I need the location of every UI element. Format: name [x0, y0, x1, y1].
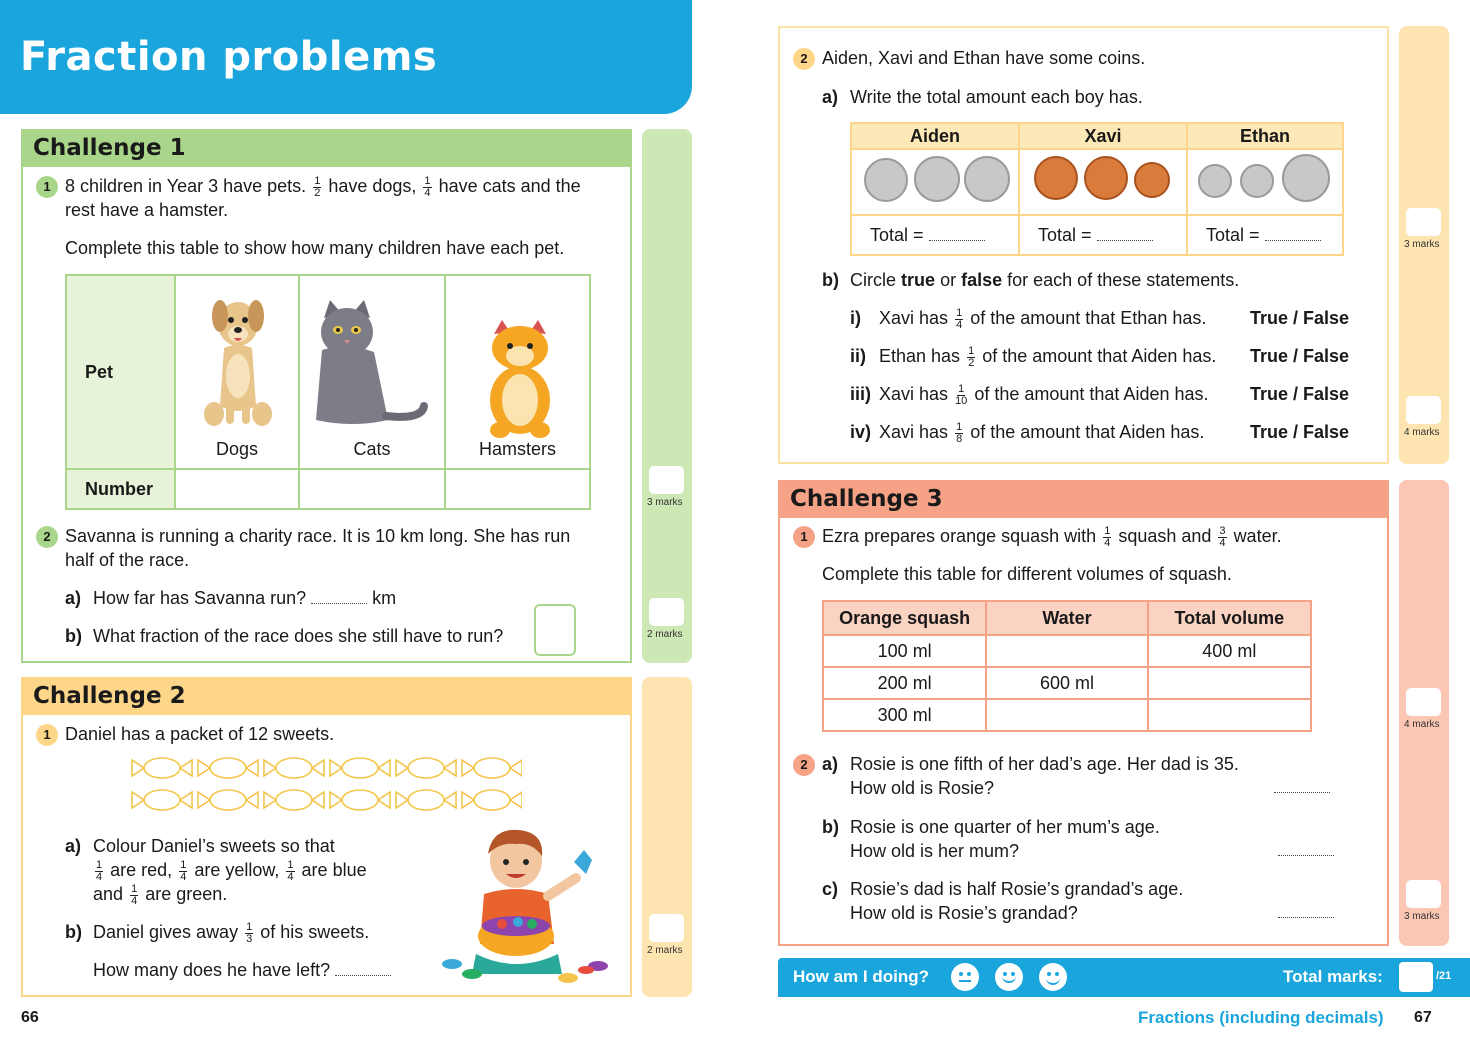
- c1-q1-line2: rest have a hamster.: [65, 200, 229, 220]
- statement-post: of the amount that Aiden has.: [982, 346, 1217, 366]
- statement-label: i): [850, 308, 861, 328]
- coin-2p-icon: [1084, 156, 1128, 200]
- c3-c-label: c): [822, 879, 839, 899]
- true-false-option[interactable]: True / False: [1250, 422, 1350, 442]
- total-marks-label: Total marks:: [1283, 967, 1383, 986]
- fraction-num: 1: [246, 920, 253, 933]
- text-or: or: [940, 270, 957, 290]
- coin-10p-icon: [914, 156, 960, 202]
- fraction: [955, 308, 963, 331]
- squash-table: [822, 600, 1312, 732]
- pet-label-dogs: Dogs: [215, 439, 259, 459]
- fraction: [955, 422, 963, 445]
- number-hamsters-input[interactable]: [445, 469, 590, 509]
- c3-a-line2: How old is Rosie?: [850, 778, 995, 798]
- fraction-quarter: [286, 860, 294, 883]
- answer-box[interactable]: [534, 604, 576, 656]
- c1-q2-b-text: What fraction of the race does she still have to run?: [93, 626, 504, 646]
- fraction-den: 4: [131, 894, 138, 907]
- fraction-den: 10: [955, 394, 968, 407]
- fraction-num: 1: [96, 858, 103, 871]
- question-number: 2: [793, 754, 815, 776]
- fraction-quarter: [130, 884, 138, 907]
- squash-cell-input[interactable]: [986, 635, 1147, 667]
- total-out-of: /21: [1436, 970, 1452, 982]
- c1-q1-text-c: have cats and the: [438, 176, 581, 196]
- statement-pre: Ethan has: [879, 346, 961, 366]
- squash-cell: 400 ml: [1148, 635, 1311, 667]
- page-title: Fraction problems: [20, 34, 438, 80]
- squash-cell: 100 ml: [823, 635, 986, 667]
- squash-cell: 200 ml: [823, 667, 986, 699]
- marks-box[interactable]: [1406, 208, 1441, 236]
- number-dogs-input[interactable]: [175, 469, 299, 509]
- fraction-num: 1: [1104, 524, 1111, 537]
- fraction-den: 4: [956, 318, 963, 331]
- sweet-icon: [132, 758, 192, 778]
- total-marks-box[interactable]: [1399, 962, 1433, 992]
- text-false: false: [961, 270, 1003, 290]
- c2-a-line3: [93, 882, 227, 907]
- c3-b-line2: How old is her mum?: [850, 841, 1020, 861]
- statement-post: of the amount that Ethan has.: [970, 308, 1207, 328]
- answer-line[interactable]: [1265, 240, 1321, 241]
- squash-cell: 600 ml: [986, 667, 1147, 699]
- text-green: are green.: [145, 884, 228, 904]
- fraction-num: 1: [314, 174, 321, 187]
- r2-b-label: b): [822, 270, 839, 290]
- c1-q2-b-label: b): [65, 626, 82, 646]
- c1-q2-a-label: a): [65, 588, 82, 608]
- coin-2p-icon: [1034, 156, 1078, 200]
- fraction-num: 1: [956, 420, 963, 433]
- fraction-den: 4: [1219, 536, 1226, 549]
- pet-label-hamsters: Hamsters: [478, 439, 556, 459]
- c3-q1-line1: [822, 524, 1282, 549]
- marks-box[interactable]: [1406, 688, 1441, 716]
- coin-5p-icon: [1240, 164, 1274, 198]
- statement-post: of the amount that Aiden has.: [970, 422, 1205, 442]
- c3-a-line1: Rosie is one fifth of her dad’s age. Her dad is 35.: [850, 754, 1239, 774]
- xavi-coins-cell: [1019, 149, 1187, 215]
- fraction-den: 4: [287, 870, 294, 883]
- fraction-third: [245, 922, 253, 945]
- fraction-den: 3: [246, 932, 253, 945]
- challenge-3-header: Challenge 3: [780, 482, 1387, 518]
- answer-line[interactable]: [1278, 855, 1334, 856]
- statement-text: [879, 344, 1216, 369]
- r2-a-text: Write the total amount each boy has.: [850, 87, 1143, 107]
- answer-line[interactable]: [1278, 917, 1334, 918]
- squash-header-water: Water: [986, 601, 1147, 635]
- fraction-num: 1: [968, 344, 975, 357]
- dog-illustration: [198, 286, 278, 436]
- r2-a-label: a): [822, 87, 839, 107]
- text-red: are red,: [110, 860, 173, 880]
- pet-label-cats: Cats: [353, 439, 391, 459]
- question-number: 1: [793, 526, 815, 548]
- statement-pre: Xavi has: [879, 422, 949, 442]
- c2-q1-line1: Daniel has a packet of 12 sweets.: [65, 724, 335, 744]
- c3-b-line1: Rosie is one quarter of her mum’s age.: [850, 817, 1160, 837]
- squash-cell: 300 ml: [823, 699, 986, 731]
- question-number: 1: [36, 724, 58, 746]
- sweet-icon: [198, 790, 258, 810]
- c2-a-line2: [93, 858, 367, 883]
- answer-line[interactable]: [929, 240, 985, 241]
- boy-with-sweets-illustration: [436, 824, 620, 986]
- fraction-quarter: [95, 860, 103, 883]
- c1-q2-line1: Savanna is running a charity race. It is 10 km long. She has run: [65, 526, 571, 546]
- fraction-num: 3: [1219, 524, 1226, 537]
- sweet-icon: [330, 758, 390, 778]
- marks-box[interactable]: [649, 914, 684, 942]
- sweet-icon: [330, 790, 390, 810]
- answer-line[interactable]: [1274, 792, 1330, 793]
- fraction-den: 2: [314, 186, 321, 199]
- marks-box[interactable]: [649, 466, 684, 494]
- statement-label: ii): [850, 346, 866, 366]
- question-text: How many does he have left?: [93, 960, 331, 980]
- marks-box[interactable]: [1406, 880, 1441, 908]
- cat-illustration: [312, 298, 432, 438]
- fraction-den: 4: [1104, 536, 1111, 549]
- coin-20p-icon: [864, 158, 908, 202]
- fraction-num: 1: [131, 882, 138, 895]
- true-false-option[interactable]: True / False: [1250, 346, 1350, 366]
- sweet-icon: [264, 790, 324, 810]
- marks-label: 2 marks: [647, 945, 683, 956]
- xavi-total: [1019, 215, 1187, 255]
- c3-c-line1: Rosie’s dad is half Rosie’s grandad’s age.: [850, 879, 1184, 899]
- total-label: Total =: [1038, 224, 1092, 245]
- statement-label: iv): [850, 422, 872, 442]
- text-mid: squash and: [1118, 526, 1212, 546]
- sweet-icon: [462, 758, 522, 778]
- coin-10p-icon: [1282, 154, 1330, 202]
- c1-q1-instruction: Complete this table to show how many children have each pet.: [65, 238, 565, 258]
- ethan-coins-cell: [1187, 149, 1343, 215]
- c3-c-line2: How old is Rosie’s grandad?: [850, 903, 1078, 923]
- question-number: 2: [36, 526, 58, 548]
- sweet-icon: [264, 758, 324, 778]
- right-page-number: 67: [1414, 1009, 1432, 1026]
- fraction-den: 4: [424, 186, 431, 199]
- fraction-den: 4: [96, 870, 103, 883]
- aiden-total: [851, 215, 1019, 255]
- fraction-three-quarters: [1218, 526, 1226, 549]
- total-label: Total =: [1206, 224, 1260, 245]
- hamster-illustration: [480, 320, 560, 440]
- statement-text: [879, 306, 1206, 331]
- aiden-coins-cell: [851, 149, 1019, 215]
- fraction-quarter: [179, 860, 187, 883]
- fraction-num: 1: [180, 858, 187, 871]
- marks-label: 2 marks: [647, 629, 683, 640]
- marks-label: 3 marks: [1404, 239, 1440, 250]
- c3-q1-instruction: Complete this table for different volumes of squash.: [822, 564, 1232, 584]
- statement-pre: Xavi has: [879, 384, 949, 404]
- c1-q1-line1: [65, 174, 581, 199]
- smiley-face-icon[interactable]: [1039, 963, 1067, 991]
- c1-q1-text-b: have dogs,: [328, 176, 417, 196]
- squash-cell-input[interactable]: [1148, 699, 1311, 731]
- text-and: and: [93, 884, 124, 904]
- challenge-1-header: Challenge 1: [23, 131, 630, 167]
- number-row-label: Number: [66, 469, 175, 509]
- coin-10p-icon: [964, 156, 1010, 202]
- coin-1p-icon: [1134, 162, 1170, 198]
- fraction-den: 8: [956, 432, 963, 445]
- coins-table: [850, 122, 1344, 256]
- ethan-total: [1187, 215, 1343, 255]
- text-a: Daniel gives away: [93, 922, 239, 942]
- question-number: 1: [36, 176, 58, 198]
- statement-post: of the amount that Aiden has.: [974, 384, 1209, 404]
- pet-table: [65, 274, 591, 510]
- answer-line[interactable]: [311, 603, 367, 604]
- answer-line[interactable]: [335, 975, 391, 976]
- coins-header-aiden: Aiden: [851, 123, 1019, 149]
- c1-q2-a-text: [93, 586, 396, 610]
- fraction-num: 1: [287, 858, 294, 871]
- text-circle: Circle: [850, 270, 897, 290]
- left-page-number: 66: [21, 1009, 39, 1026]
- sweet-icon: [132, 790, 192, 810]
- marks-box[interactable]: [1406, 396, 1441, 424]
- fraction-den: 4: [180, 870, 187, 883]
- sweet-icon: [462, 790, 522, 810]
- squash-header-total: Total volume: [1148, 601, 1311, 635]
- true-false-option[interactable]: True / False: [1250, 308, 1350, 328]
- c2-a-line1: Colour Daniel’s sweets so that: [93, 836, 335, 856]
- statement-pre: Xavi has: [879, 308, 949, 328]
- sweets-illustration: [130, 756, 522, 816]
- squash-cell-input[interactable]: [986, 699, 1147, 731]
- fraction-num: 1: [424, 174, 431, 187]
- squash-header-orange: Orange squash: [823, 601, 986, 635]
- coin-5p-icon: [1198, 164, 1232, 198]
- statement-label: iii): [850, 384, 871, 404]
- text-b: of his sweets.: [260, 922, 370, 942]
- fraction-num: 1: [958, 382, 965, 395]
- fraction-half: [313, 176, 321, 199]
- c1-q2-a-question: How far has Savanna run?: [93, 588, 307, 608]
- fraction-quarter: [1103, 526, 1111, 549]
- c2-b-question: [93, 958, 391, 982]
- text-true: true: [901, 270, 936, 290]
- coins-header-xavi: Xavi: [1019, 123, 1187, 149]
- text-blue: are blue: [301, 860, 367, 880]
- c2-b-text: [93, 920, 369, 945]
- text-pre: Ezra prepares orange squash with: [822, 526, 1097, 546]
- text-post: water.: [1233, 526, 1282, 546]
- marks-label: 4 marks: [1404, 719, 1440, 730]
- c1-q1-text-a: 8 children in Year 3 have pets.: [65, 176, 307, 196]
- sweet-icon: [396, 790, 456, 810]
- pet-cats-cell: [299, 275, 445, 469]
- c3-b-label: b): [822, 817, 839, 837]
- pet-hamsters-cell: [445, 275, 590, 469]
- marks-box[interactable]: [649, 598, 684, 626]
- c1-q2-line2: half of the race.: [65, 550, 190, 570]
- fraction-den: 2: [968, 356, 975, 369]
- statement-text: [879, 420, 1204, 445]
- section-name: Fractions (including decimals): [1138, 1008, 1384, 1027]
- pet-row-label: Pet: [66, 275, 175, 469]
- fraction-quarter: [423, 176, 431, 199]
- how-am-i-doing-label: How am I doing?: [793, 967, 929, 986]
- unit-label: km: [372, 588, 397, 608]
- c2-b-label: b): [65, 922, 82, 942]
- true-false-option[interactable]: True / False: [1250, 384, 1350, 404]
- marks-label: 3 marks: [647, 497, 683, 508]
- c2-a-label: a): [65, 836, 82, 856]
- fraction-num: 1: [956, 306, 963, 319]
- r2-line1: Aiden, Xavi and Ethan have some coins.: [822, 48, 1146, 68]
- wink-face-icon[interactable]: [995, 963, 1023, 991]
- coins-header-ethan: Ethan: [1187, 123, 1343, 149]
- r2-b-text: [850, 268, 1239, 292]
- statement-text: [879, 382, 1209, 407]
- total-label: Total =: [870, 224, 924, 245]
- marks-label: 3 marks: [1404, 911, 1440, 922]
- neutral-face-icon[interactable]: [951, 963, 979, 991]
- marks-label: 4 marks: [1404, 427, 1440, 438]
- text-yellow: are yellow,: [194, 860, 280, 880]
- sweet-icon: [396, 758, 456, 778]
- text-rest: for each of these statements.: [1007, 270, 1240, 290]
- answer-line[interactable]: [1097, 240, 1153, 241]
- question-number: 2: [793, 48, 815, 70]
- fraction: [955, 384, 967, 407]
- c3-a-label: a): [822, 754, 839, 774]
- pet-dogs-cell: [175, 275, 299, 469]
- challenge-2-header: Challenge 2: [23, 679, 630, 715]
- sweet-icon: [198, 758, 258, 778]
- squash-cell-input[interactable]: [1148, 667, 1311, 699]
- marks-column-green: [642, 129, 692, 663]
- number-cats-input[interactable]: [299, 469, 445, 509]
- fraction: [967, 346, 975, 369]
